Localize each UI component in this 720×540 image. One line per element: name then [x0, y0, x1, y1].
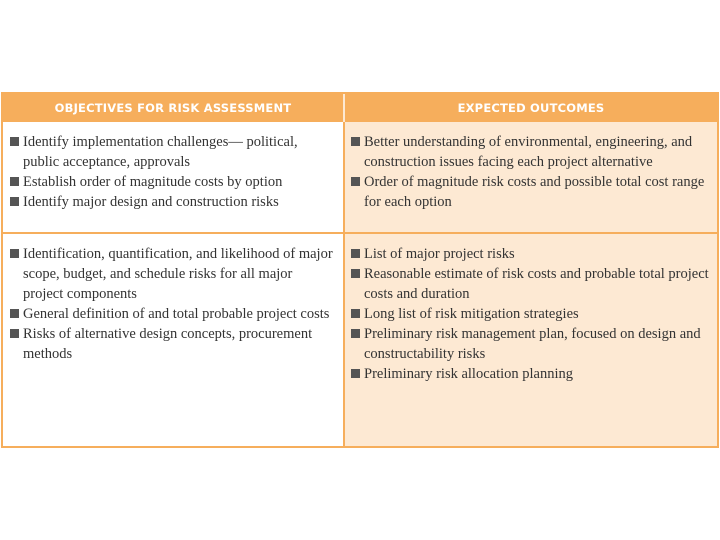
outcome-text: Reasonable estimate of risk costs and probable total project costs and duration: [364, 266, 709, 302]
list-item: [9, 132, 335, 172]
outcome-text: List of major project risks: [364, 246, 515, 262]
list-item: [350, 304, 709, 324]
outcome-text: Better understanding of environmental, engineering, and construction issues facing each project alternative: [364, 134, 693, 170]
row2-objectives-list: [9, 244, 335, 364]
outcome-text: Preliminary risk allocation planning: [364, 366, 573, 382]
row2-outcomes-cell: [345, 234, 717, 446]
objective-text: Risks of alternative design concepts, procurement methods: [23, 326, 313, 362]
list-item: [350, 244, 709, 264]
square-bullet-icon: [10, 309, 19, 318]
objectives-header: OBJECTIVES FOR RISK ASSESSMENT: [3, 94, 345, 122]
outcomes-header: EXPECTED OUTCOMES: [345, 94, 717, 122]
list-item: [350, 264, 709, 304]
list-item: [350, 364, 709, 384]
list-item: [350, 172, 709, 212]
list-item: [9, 304, 335, 324]
square-bullet-icon: [351, 249, 360, 258]
list-item: [9, 192, 335, 212]
square-bullet-icon: [10, 197, 19, 206]
row2-objectives-cell: [3, 234, 345, 446]
list-item: [9, 324, 335, 364]
square-bullet-icon: [351, 177, 360, 186]
outcome-text: Long list of risk mitigation strategies: [364, 306, 579, 322]
objective-text: Identification, quantification, and likelihood of major scope, budget, and schedule risks for all major project components: [23, 246, 333, 302]
list-item: [350, 132, 709, 172]
objective-text: Identify implementation challenges— political, public acceptance, approvals: [23, 134, 298, 170]
row1-objectives-list: [9, 132, 335, 212]
square-bullet-icon: [10, 177, 19, 186]
square-bullet-icon: [10, 249, 19, 258]
list-item: [9, 172, 335, 192]
objective-text: Identify major design and construction risks: [23, 194, 279, 210]
outcome-text: Preliminary risk management plan, focused on design and constructability risks: [364, 326, 701, 362]
outcome-text: Order of magnitude risk costs and possible total cost range for each option: [364, 174, 705, 210]
square-bullet-icon: [351, 369, 360, 378]
square-bullet-icon: [351, 329, 360, 338]
square-bullet-icon: [10, 329, 19, 338]
row1-outcomes-cell: [345, 122, 717, 234]
row1-objectives-cell: [3, 122, 345, 234]
list-item: [350, 324, 709, 364]
square-bullet-icon: [351, 137, 360, 146]
list-item: [9, 244, 335, 304]
square-bullet-icon: [10, 137, 19, 146]
square-bullet-icon: [351, 309, 360, 318]
row1-outcomes-list: [350, 132, 709, 212]
row2-outcomes-list: [350, 244, 709, 384]
objective-text: General definition of and total probable project costs: [23, 306, 330, 322]
square-bullet-icon: [351, 269, 360, 278]
risk-assessment-table: [1, 92, 719, 448]
objective-text: Establish order of magnitude costs by option: [23, 174, 283, 190]
